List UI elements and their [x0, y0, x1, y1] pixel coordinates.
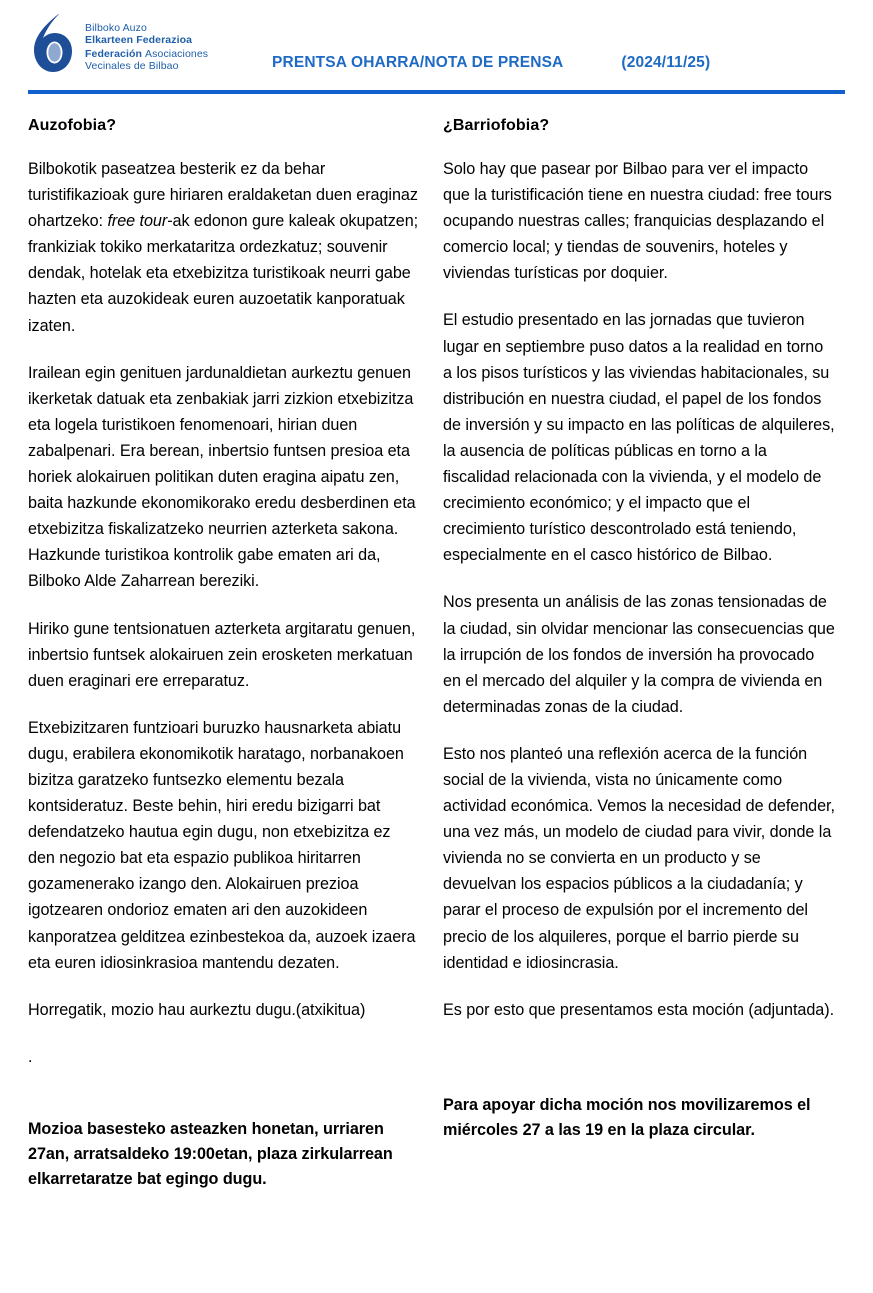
spanish-paragraph-5: Es por esto que presentamos esta moción (adjuntada). [443, 1000, 834, 1019]
column-basque [28, 116, 421, 1192]
basque-paragraph-4: Etxebizitzaren funtzioari buruzko hausnarketa abiatu dugu, erabilera ekonomikotik haratago, norbanakoen bizitza garatzeko funtsezko elementu bezala kontsideratuz. Beste behin, hiri eredu bizigarri bat defendatzeko hautua egin dugu, non etxebizitza ez den negozio bat eta espazio publikoa hiritarren gozamenerako izango den. Alokairuen prezioa igotzearen ondorioz ematen ari den auzokideen kanporatzea gelditzea ezinbestekoa da, auzoek izaera eta euren idiosinkrasioa mantendu dezaten. [28, 718, 416, 972]
spanish-heading: ¿Barriofobia? [443, 117, 550, 134]
italic-free-tour: free tour [107, 212, 168, 231]
bilbao-federation-teardrop-logo-icon [28, 12, 76, 74]
document-header [28, 0, 845, 86]
basque-paragraph-5: Horregatik, mozio hau aurkeztu dugu.(atxikitua) [28, 1000, 366, 1019]
press-release-date: (2024/11/25) [621, 54, 711, 71]
brand-line-2: Elkarteen Federazioa [85, 34, 193, 47]
organization-name-block [85, 14, 208, 73]
organization-brand [28, 14, 268, 74]
brand-line-3: Federación Asociaciones [85, 47, 209, 60]
column-spanish [443, 116, 836, 1192]
two-column-body [28, 94, 845, 1192]
basque-paragraph-3: Hiriko gune tentsionatuen azterketa argitaratu genuen, inbertsio funtsek alokairuen zein erosketen merkatuan duen eraginari ere erreparatuz. [28, 619, 416, 690]
spanish-spacer [443, 1023, 836, 1067]
spanish-paragraph-1: Solo hay que pasear por Bilbao para ver el impacto que la turistificación tiene en nuestra ciudad: free tours ocupando nuestras calles; franquicias desplazando el comercio local; y tiendas de souvenirs, hoteles y viviendas turísticas por doquier. [443, 160, 832, 283]
basque-paragraph-1: Bilbokotik paseatzea besterik ez da behar turistifikazioak gure hiriaren eraldaketan duen eraginaz ohartzeko: free tour-ak edonon gure kaleak okupatzen; frankiziak tokiko merkataritza ordezkatuz; souvenir dendak, hotelak eta etxebizitza turistikoak neurri gabe hazten eta auzokideak euren auzoetatik kanporatuak izaten. [28, 160, 419, 335]
basque-lone-dot: . [28, 1047, 33, 1066]
spanish-spacer-2 [443, 1067, 836, 1093]
basque-call-to-action: Mozioa basesteko asteazken honetan, urriaren 27an, arratsaldeko 19:00etan, plaza zirkularrean elkarretaratze bat egingo dugu. [28, 1119, 393, 1188]
press-release-title: PRENTSA OHARRA/NOTA DE PRENSA [272, 54, 564, 71]
basque-spacer [28, 1091, 421, 1117]
basque-paragraph-2: Irailean egin genituen jardunaldietan aurkeztu genuen ikerketak datuak eta zenbakiak jarri zizkion etxebizitza eta logela turistikoen fenomenoari, hirian duen zabalpenari. Era berean, inbertsio funtsen presioa eta horiek alokairuen politikan duten eragina aipatu zen, baita hazkunde ekonomikorako eredu desberdinen eta etxebizitza fiskalizatzeko neurrien azterketa sakona. Hazkunde turistikoa kontrolik gabe ematen ari da, Bilboko Alde Zaharrean bereziki. [28, 363, 416, 591]
basque-heading: Auzofobia? [28, 117, 117, 134]
spanish-paragraph-3: Nos presenta un análisis de las zonas tensionadas de la ciudad, sin olvidar mencionar las consecuencias que la irrupción de los fondos de inversión ha provocado en el mercado del alquiler y la compra de vivienda en determinadas zonas de la ciudad. [443, 593, 835, 716]
brand-line-1: Bilboko Auzo [85, 22, 147, 34]
header-title-area [268, 14, 845, 74]
spanish-paragraph-2: El estudio presentado en las jornadas que tuvieron lugar en septiembre puso datos a la realidad en torno a los pisos turísticos y las viviendas habitacionales, su distribución en nuestra ciudad, el papel de los fondos de inversión y su impacto en las políticas de alquileres, la ausencia de políticas públicas en torno a la fiscalidad relacionada con la vivienda, y el modelo de crecimiento económico; y el impacto que el crecimiento turístico descontrolado está teniendo, especialmente en el casco histórico de Bilbao. [443, 311, 835, 565]
spanish-paragraph-4: Esto nos planteó una reflexión acerca de la función social de la vivienda, vista no únicamente como actividad económica. Vemos la necesidad de defender, una vez más, un modelo de ciudad para vivir, donde la vivienda no se convierta en un producto y se devuelvan los espacios públicos a la ciudadanía; y parar el proceso de expulsión por el incremento del precio de los alquileres, porque el barrio pierde su identidad e idiosincrasia. [443, 744, 835, 972]
spanish-call-to-action: Para apoyar dicha moción nos movilizaremos el miércoles 27 a las 19 en la plaza circular. [443, 1095, 811, 1139]
brand-line-4: Vecinales de Bilbao [85, 60, 179, 73]
